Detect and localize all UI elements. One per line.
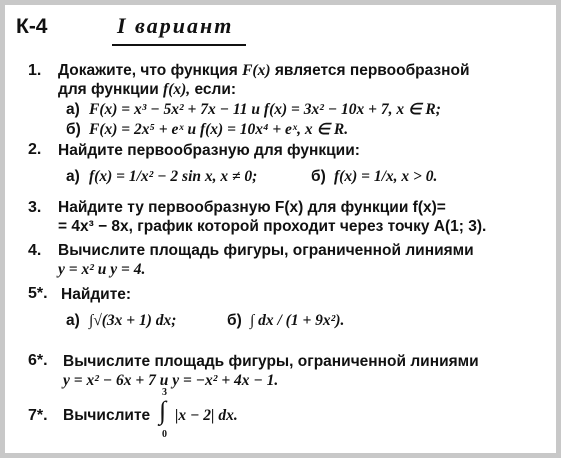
task-6-line-2: y = x² − 6x + 7 и y = −x² + 4x − 1.: [63, 372, 279, 389]
task-5b-formula: ∫ dx / (1 + 9x²).: [250, 312, 345, 329]
task-6-number: 6*.: [28, 352, 48, 369]
task-2a-label: а): [66, 168, 80, 185]
task-1-line-1: Докажите, что функция F(x) является первообразной: [58, 62, 470, 79]
variant-title: I вариант: [117, 13, 234, 38]
task-2a-formula: f(x) = 1/x² − 2 sin x, x ≠ 0;: [89, 168, 258, 185]
task-3-line-1: Найдите ту первообразную F(x) для функции f(x)=: [58, 199, 446, 216]
task-1b-label: б): [66, 121, 81, 138]
task-5a-formula: ∫√(3x + 1) dx;: [89, 312, 177, 329]
variant-underline: [112, 44, 246, 46]
task-3-line-2: = 4x³ − 8x, график которой проходит через точку A(1; 3).: [58, 218, 487, 235]
task-5-number: 5*.: [28, 285, 48, 302]
task-1-number: 1.: [28, 62, 42, 79]
task-4-number: 4.: [28, 242, 42, 259]
task-5-text: Найдите:: [61, 286, 132, 303]
task-1a-formula: F(x) = x³ − 5x² + 7x − 11 и f(x) = 3x² − 10x + 7, x ∈ R;: [89, 101, 441, 118]
task-3-number: 3.: [28, 199, 42, 216]
test-code: К-4: [16, 15, 48, 38]
task-2b-formula: f(x) = 1/x, x > 0.: [334, 168, 438, 185]
task-4-line-1: Вычислите площадь фигуры, ограниченной линиями: [58, 242, 474, 259]
task-7-formula: |x − 2| dx.: [175, 407, 238, 424]
task-4-line-2: y = x² и y = 4.: [58, 261, 146, 278]
task-7-number: 7*.: [28, 407, 48, 424]
task-7-text: Вычислите: [63, 407, 151, 424]
task-2-number: 2.: [28, 141, 42, 158]
task-2-text: Найдите первообразную для функции:: [58, 142, 360, 159]
task-5a-label: а): [66, 312, 80, 329]
worksheet: [5, 5, 556, 453]
task-6-line-1: Вычислите площадь фигуры, ограниченной линиями: [63, 353, 479, 370]
task-1-line-2: для функции f(x), если:: [58, 81, 237, 98]
task-5b-label: б): [227, 312, 242, 329]
task-2b-label: б): [311, 168, 326, 185]
integral-upper-limit: 3: [162, 387, 167, 398]
task-1b-formula: F(x) = 2x⁵ + eˣ и f(x) = 10x⁴ + eˣ, x ∈ R.: [89, 121, 349, 138]
task-1a-label: а): [66, 101, 80, 118]
integral-lower-limit: 0: [162, 429, 167, 440]
integral-sign: ∫: [159, 396, 167, 425]
